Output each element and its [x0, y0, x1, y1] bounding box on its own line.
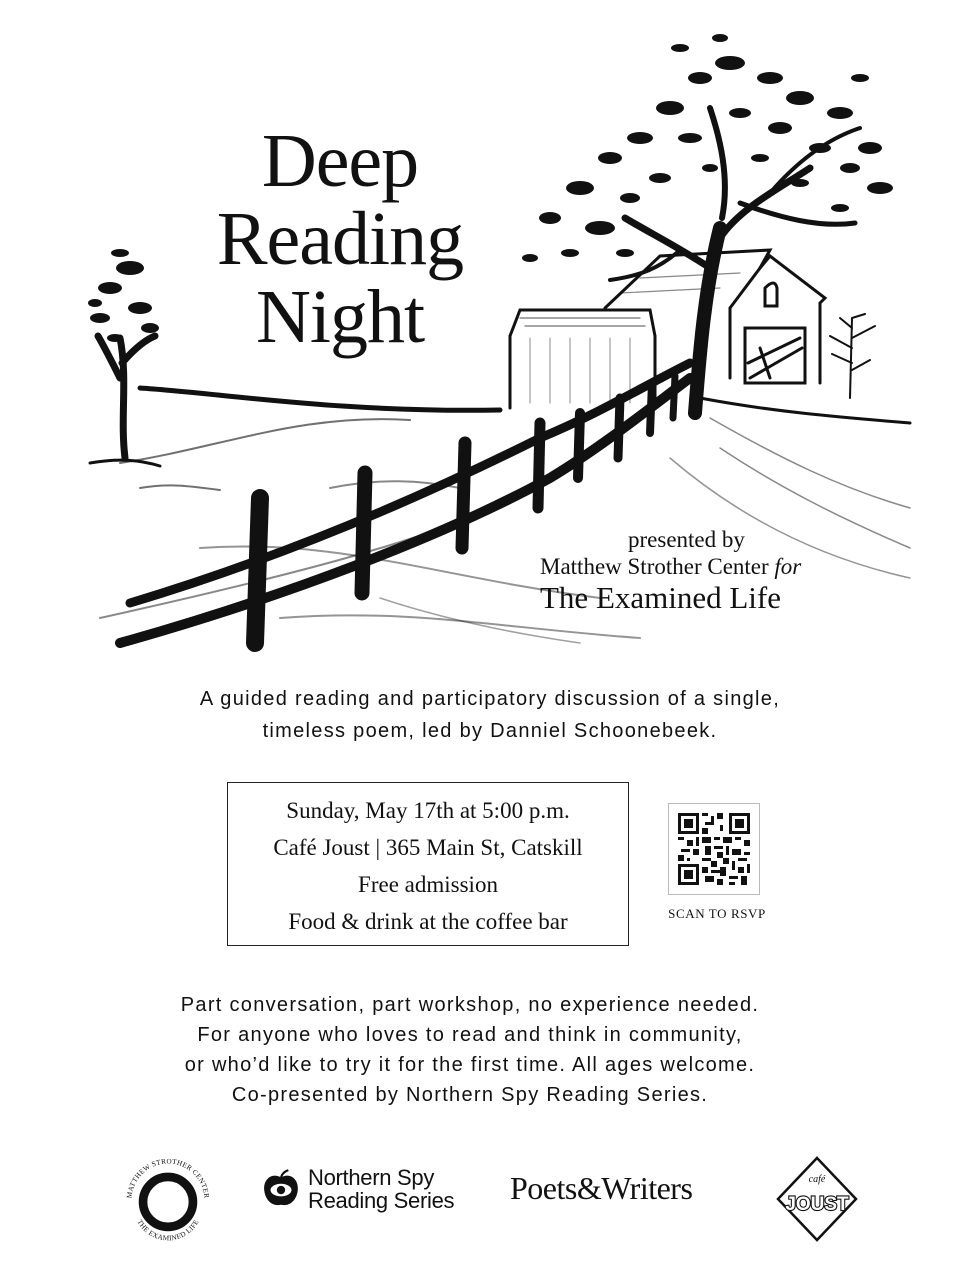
blurb-line-4: Co-presented by Northern Spy Reading Series. [231, 1084, 709, 1106]
blurb-line-1: Part conversation, part workshop, no experience needed. [180, 994, 760, 1016]
blurb-line-3: or who’d like to try it for the first time. All ages welcome. [184, 1054, 756, 1076]
northern-spy-line-2: Reading Series [308, 1188, 455, 1213]
northern-spy-text [308, 1166, 454, 1212]
presenter-for-word: for [774, 554, 802, 579]
page-title [195, 119, 485, 359]
event-venue: Café Joust | 365 Main St, Catskill [273, 835, 583, 860]
apple-eye-icon [260, 1168, 302, 1210]
title-line-3: Night [255, 275, 425, 359]
svg-text:MATTHEW STROTHER CENTER: MATTHEW STROTHER CENTER [125, 1157, 211, 1199]
presenter-org-name: Matthew Strother Center [540, 554, 769, 579]
presenter-block [540, 527, 870, 615]
tree-foliage [522, 34, 893, 262]
sponsor-logos [0, 1140, 980, 1250]
event-date: Sunday, May 17th at 5:00 p.m. [286, 798, 570, 823]
title-line-2: Reading [216, 197, 464, 281]
blurb-line-2: For anyone who loves to read and think in community, [197, 1024, 743, 1046]
presenter-org-line [540, 553, 870, 581]
rsvp-caption: SCAN TO RSVP [668, 906, 766, 921]
intro-line-1: A guided reading and participatory discussion of a single, [199, 688, 781, 710]
svg-text:café: café [808, 1174, 826, 1185]
event-food: Food & drink at the coffee bar [288, 909, 568, 934]
intro-line-2: timeless poem, led by Danniel Schoonebeek. [262, 720, 718, 742]
event-details-box [227, 782, 629, 946]
small-tree [88, 249, 160, 466]
rsvp-qr-code[interactable] [668, 803, 760, 895]
qr-code-icon [678, 813, 750, 885]
large-tree [610, 108, 860, 413]
event-admission: Free admission [358, 872, 498, 897]
presenter-examined-life: The Examined Life [540, 580, 782, 615]
svg-text:THE EXAMINED LIFE: THE EXAMINED LIFE [135, 1218, 201, 1243]
barn [510, 250, 825, 408]
svg-text:JOUST: JOUST [785, 1194, 849, 1215]
bare-tree [830, 314, 875, 398]
poets-and-writers-logo: Poets&Writers [510, 1170, 693, 1206]
northern-spy-logo [260, 1166, 454, 1212]
matthew-strother-center-logo [120, 1152, 216, 1248]
northern-spy-line-1: Northern Spy [308, 1165, 435, 1190]
title-line-1: Deep [261, 119, 419, 203]
cafe-joust-logo [772, 1154, 862, 1244]
event-blurb [60, 990, 880, 1110]
intro-text [80, 683, 900, 747]
presented-by-label: presented by [628, 527, 745, 552]
